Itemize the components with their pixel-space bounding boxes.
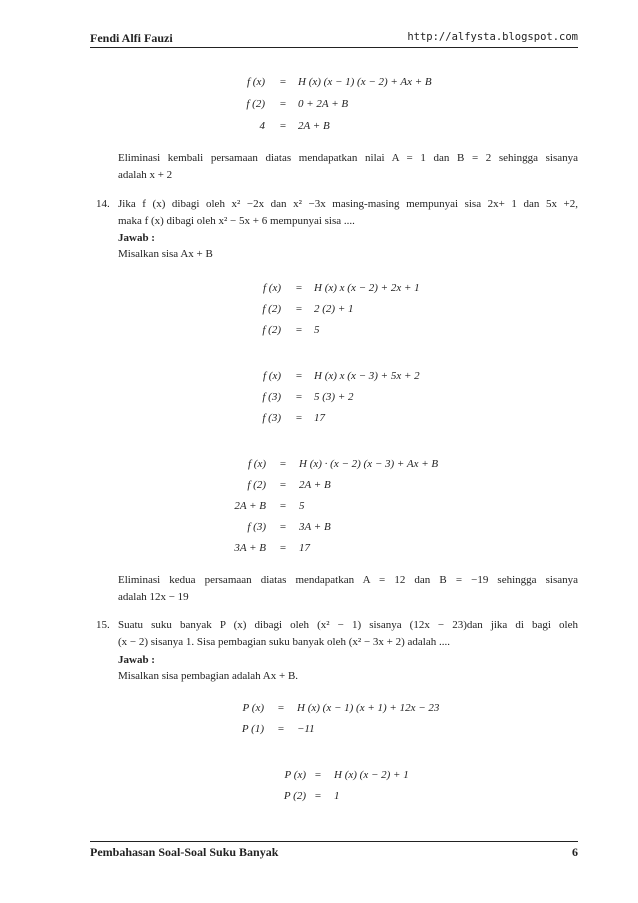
question-14-text-line1: Jika f (x) dibagi oleh x² −2x dan x² −3x masing-masing mempunyai sisa 2x+ 1 dan 5x +2, — [118, 198, 578, 210]
page-footer — [90, 845, 578, 860]
footer-title: Pembahasan Soal-Soal Suku Banyak — [90, 845, 279, 859]
conclusion-top-line1: Eliminasi kembali persamaan diatas mendapatkan nilai A = 1 dan B = 2 sehingga sisanya — [118, 152, 578, 164]
question-15-text-line2: (x − 2) sisanya 1. Sisa pembagian suku banyak oleh (x² − 3x + 2) adalah .... — [118, 636, 450, 648]
question-15-text-line1: Suatu suku banyak P (x) dibagi oleh (x² − 1) sisanya (12x − 23)dan jika di bagi oleh — [118, 619, 578, 631]
question-15-misal: Misalkan sisa pembagian adalah Ax + B. — [118, 670, 299, 682]
question-14-misal: Misalkan sisa Ax + B — [118, 248, 213, 260]
question-14-conclusion-line1: Eliminasi kedua persamaan diatas mendapatkan A = 12 dan B = −19 sehingga sisanya — [118, 574, 578, 586]
footer-rule — [90, 841, 578, 842]
question-14-number: 14. — [96, 198, 110, 210]
question-14-conclusion-line2: adalah 12x − 19 — [118, 591, 189, 603]
question-14-text-line2: maka f (x) dibagi oleh x² − 5x + 6 mempunyai sisa .... — [118, 215, 355, 227]
question-15-number: 15. — [96, 619, 110, 631]
page-number: 6 — [572, 845, 578, 859]
page-header — [90, 29, 578, 47]
header-rule — [90, 47, 578, 48]
header-author: Fendi Alfi Fauzi — [90, 31, 173, 45]
question-15-jawab: Jawab : — [118, 654, 155, 666]
conclusion-top-line2: adalah x + 2 — [118, 169, 173, 181]
header-url[interactable]: http://alfysta.blogspot.com — [407, 31, 578, 43]
question-14-jawab: Jawab : — [118, 232, 155, 244]
